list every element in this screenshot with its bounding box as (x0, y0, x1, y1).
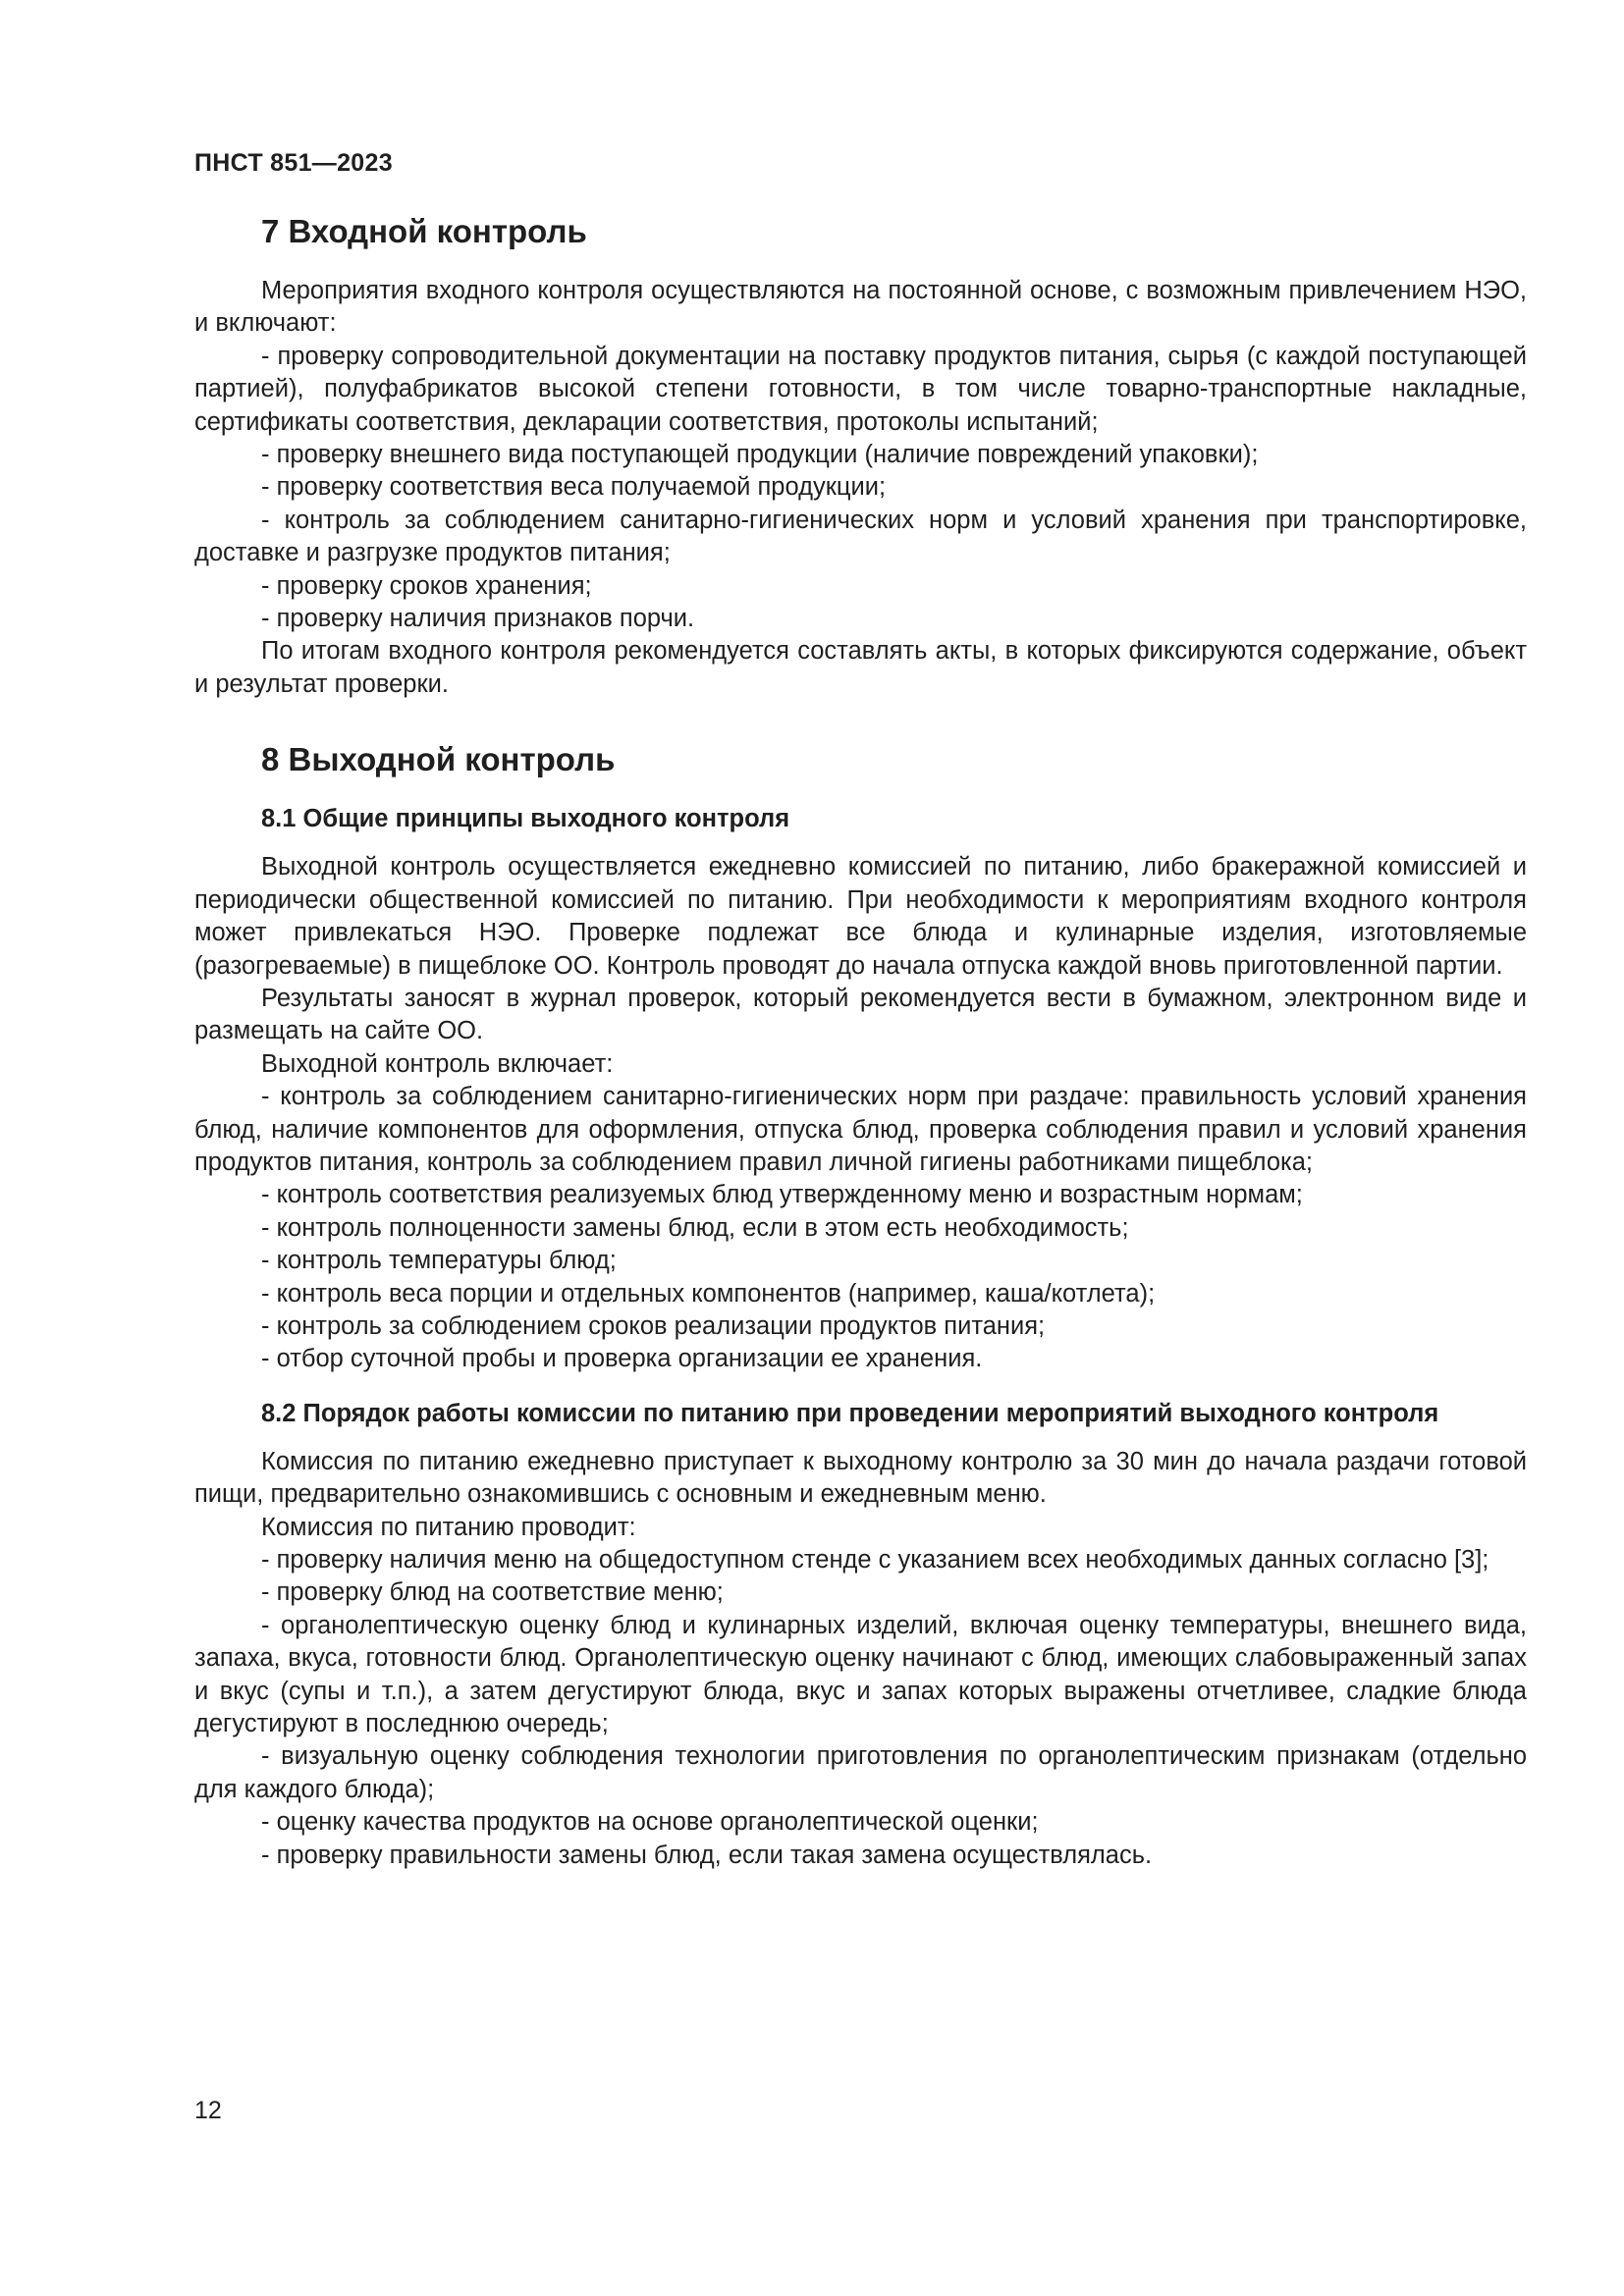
list-item: - проверку наличия признаков порчи. (261, 605, 695, 633)
paragraph: Комиссия по питанию ежедневно приступает к выходному контролю за 30 мин до начала раздачи готовой пищи, предварительно ознакомившись с основным и ежедневным меню. (194, 1447, 1527, 1509)
subsection-8-1-title: 8.1 Общие принципы выходного контроля (261, 805, 790, 833)
list-item: - отбор суточной пробы и проверка организации ее хранения. (261, 1345, 983, 1373)
list-item: - оценку качества продуктов на основе органолептической оценки; (261, 1808, 1039, 1837)
list-item: - проверку правильности замены блюд, если такая замена осуществлялась. (261, 1841, 1153, 1869)
paragraph: Мероприятия входного контроля осуществляются на постоянной основе, с возможным привлечением НЭО, и включают: (194, 277, 1527, 338)
page-content (194, 212, 1527, 1872)
paragraph: Выходной контроль включает: (261, 1049, 614, 1078)
section-7-title: 7 Входной контроль (261, 213, 587, 249)
page-number: 12 (194, 2097, 222, 2124)
paragraph: Результаты заносят в журнал проверок, который рекомендуется вести в бумажном, электронном виде и размещать на сайте ОО. (194, 984, 1527, 1045)
list-item: - контроль за соблюдением санитарно-гигиенических норм и условий хранения при транспортировке, доставке и разгрузке продуктов питания; (194, 506, 1527, 567)
paragraph: Комиссия по питанию проводит: (261, 1513, 636, 1541)
list-item: - органолептическую оценку блюд и кулинарных изделий, включая оценку температуры, внешнего вида, запаха, вкуса, готовности блюд. Органолептическую оценку начинают с блюд, имеющих слабовыраженный запах и вкус (супы и т.п.), а затем дегустируют блюда, вкус и запах которых выражены отчетливее, сладкие блюда дегустируют в последнюю очередь; (194, 1611, 1527, 1738)
list-item: - проверку внешнего вида поступающей продукции (наличие повреждений упаковки); (261, 441, 1259, 469)
section-8-title: 8 Выходной контроль (261, 741, 616, 778)
section-7-body (194, 275, 1527, 701)
document-code: ПНСТ 851—2023 (194, 149, 393, 177)
list-item: - проверку сопроводительной документации на поставку продуктов питания, сырья (с каждой поступающей партией), полуфабрикатов высокой степени готовности, в том числе товарно-транспортные накладные, сертификаты соответствия, декларации соответствия, протоколы испытаний; (194, 342, 1527, 436)
paragraph: По итогам входного контроля рекомендуется составлять акты, в которых фиксируются содержание, объект и результат проверки. (194, 637, 1527, 698)
list-item: - проверку сроков хранения; (261, 571, 592, 600)
list-item: - проверку блюд на соответствие меню; (261, 1578, 724, 1607)
list-item: - контроль за соблюдением сроков реализации продуктов питания; (261, 1311, 1046, 1340)
list-item: - контроль за соблюдением санитарно-гигиенических норм при раздаче: правильность условий хранения блюд, наличие компонентов для оформления, отпуска блюд, проверка соблюдения правил и условий хранения продуктов питания, контроль за соблюдением правил личной гигиены работниками пищеблока; (194, 1083, 1527, 1176)
list-item: - проверку соответствия веса получаемой продукции; (261, 473, 887, 502)
subsection-8-1-body (194, 851, 1527, 1376)
list-item: - проверку наличия меню на общедоступном стенде с указанием всех необходимых данных согласно [3]; (261, 1546, 1489, 1574)
list-item: - контроль температуры блюд; (261, 1247, 617, 1275)
subsection-8-2-body (194, 1446, 1527, 1872)
list-item: - визуальную оценку соблюдения технологии приготовления по органолептическим признакам (отдельно для каждого блюда); (194, 1742, 1527, 1803)
list-item: - контроль веса порции и отдельных компонентов (например, каша/котлета); (261, 1279, 1156, 1308)
list-item: - контроль соответствия реализуемых блюд утвержденному меню и возрастным нормам; (261, 1181, 1303, 1209)
list-item: - контроль полноценности замены блюд, если в этом есть необходимость; (261, 1213, 1129, 1242)
paragraph: Выходной контроль осуществляется ежедневно комиссией по питанию, либо бракеражной комиссией и периодически общественной комиссией по питанию. При необходимости к мероприятиям входного контроля может привлекаться НЭО. Проверке подлежат все блюда и кулинарные изделия, изготовляемые (разогреваемые) в пищеблоке ОО. Контроль проводят до начала отпуска каждой вновь приготовленной партии. (194, 853, 1527, 980)
subsection-8-2-title: 8.2 Порядок работы комиссии по питанию при проведении мероприятий выходного контроля (261, 1399, 1439, 1427)
